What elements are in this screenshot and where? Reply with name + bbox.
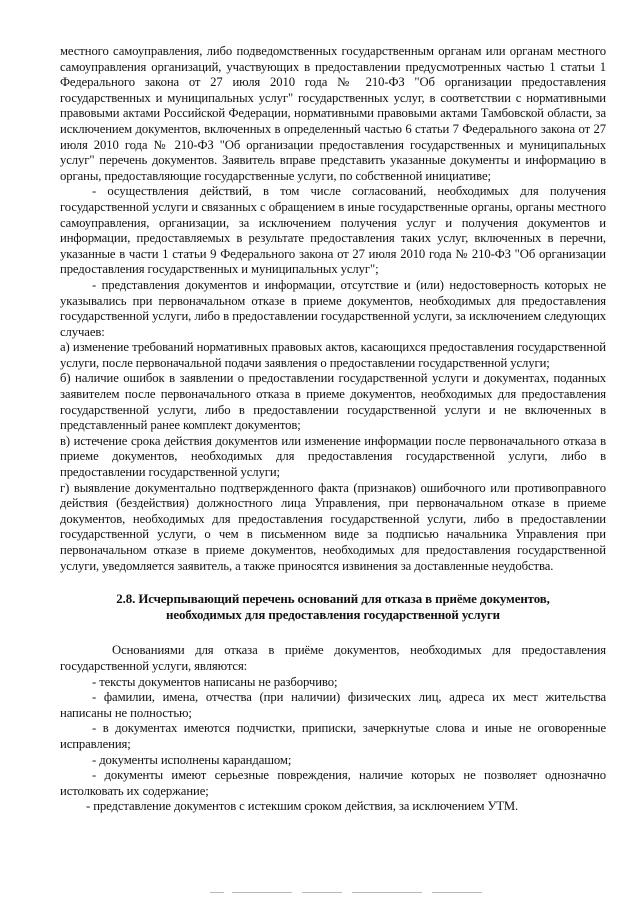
section-heading-line: необходимых для предоставления государственной услуги bbox=[166, 607, 500, 622]
paragraph-continuation: местного самоуправления, либо подведомственных государственным органам или органам местного самоуправления организаций, участвующих в предоставлении предусмотренных частью 1 статьи 1 Федерального закона от 27 июля 2010 года № 210-ФЗ "Об организации предоставления государственных и муниципальных услуг" государственных услуг, в соответствии с нормативными правовыми актами Российской Федерации, нормативными правовыми актами Тамбовской области, за исключением документов, включенных в определенный частью 6 статьи 7 Федерального закона от 27 июля 2010 года № 210-ФЗ "Об организации предоставления государственных и муниципальных услуг" перечень документов. Заявитель вправе представить указанные документы и информацию в органы, предоставляющие государственные услуги, по собственной инициативе; bbox=[60, 44, 606, 183]
list-item: - в документах имеются подчистки, приписки, зачеркнутые слова и иные не оговоренные исправления; bbox=[60, 721, 606, 751]
document-body bbox=[60, 44, 606, 815]
paragraph-intro: Основаниями для отказа в приёме документов, необходимых для предоставления государственной услуги, являются: bbox=[60, 643, 606, 673]
list-item: г) выявление документально подтвержденного факта (признаков) ошибочного или противоправного действия (бездействия) должностного лица Управления, при первоначальном отказе в приеме документов, необходимых для предоставления государственной услуги, либо в предоставлении государственной услуги, о чем в письменном виде за подписью начальника Управления при первоначальном отказе в приеме документов, необходимых для предоставления государственной услуги, уведомляется заявитель, а также приносятся извинения за доставленные неудобства. bbox=[60, 480, 606, 573]
list-item: а) изменение требований нормативных правовых актов, касающихся предоставления государственной услуги, после первоначальной подачи заявления о предоставлении государственной услуги; bbox=[60, 340, 606, 370]
list-item: - тексты документов написаны не разборчиво; bbox=[92, 674, 338, 689]
list-item: - осуществления действий, в том числе согласований, необходимых для получения государственной услуги и связанных с обращением в иные государственные органы, органы местного самоуправления, организации, за исключением получения услуг и получения документов и информации, предоставляемых в результате предоставления таких услуг, включенных в перечни, указанные в части 1 статьи 9 Федерального закона от 27 июля 2010 года № 210-ФЗ "Об организации предоставления государственных и муниципальных услуг"; bbox=[60, 184, 606, 277]
section-heading bbox=[60, 592, 606, 623]
list-item: - представления документов и информации, отсутствие и (или) недостоверность которых не указывались при первоначальном отказе в приеме документов, необходимых для предоставления государственной услуги, либо в предоставлении государственной услуги, за исключением следующих случаев: bbox=[60, 277, 606, 339]
section-heading-line: 2.8. Исчерпывающий перечень оснований для отказа в приёме документов, bbox=[116, 592, 550, 607]
list-item: - документы исполнены карандашом; bbox=[92, 752, 292, 767]
list-item: - представление документов с истекшим сроком действия, за исключением УТМ. bbox=[86, 799, 519, 814]
list-item: в) истечение срока действия документов или изменение информации после первоначального отказа в приеме документов, необходимых для предоставления государственной услуги, либо в предоставлении государственной услуги; bbox=[60, 433, 606, 480]
list-item: б) наличие ошибок в заявлении о предоставлении государственной услуги и документах, поданных заявителем после первоначального отказа в приеме документов, необходимых для предоставления государственной услуги, либо в предоставлении государственной услуги и не включенных в представленный ранее комплект документов; bbox=[60, 371, 606, 433]
list-item: - фамилии, имена, отчества (при наличии) физических лиц, адреса их мест жительства написаны не полностью; bbox=[60, 690, 606, 720]
list-item: - документы имеют серьезные повреждения, наличие которых не позволяет однозначно истолковать их содержание; bbox=[60, 768, 606, 798]
scan-artifact-marks bbox=[210, 892, 510, 896]
